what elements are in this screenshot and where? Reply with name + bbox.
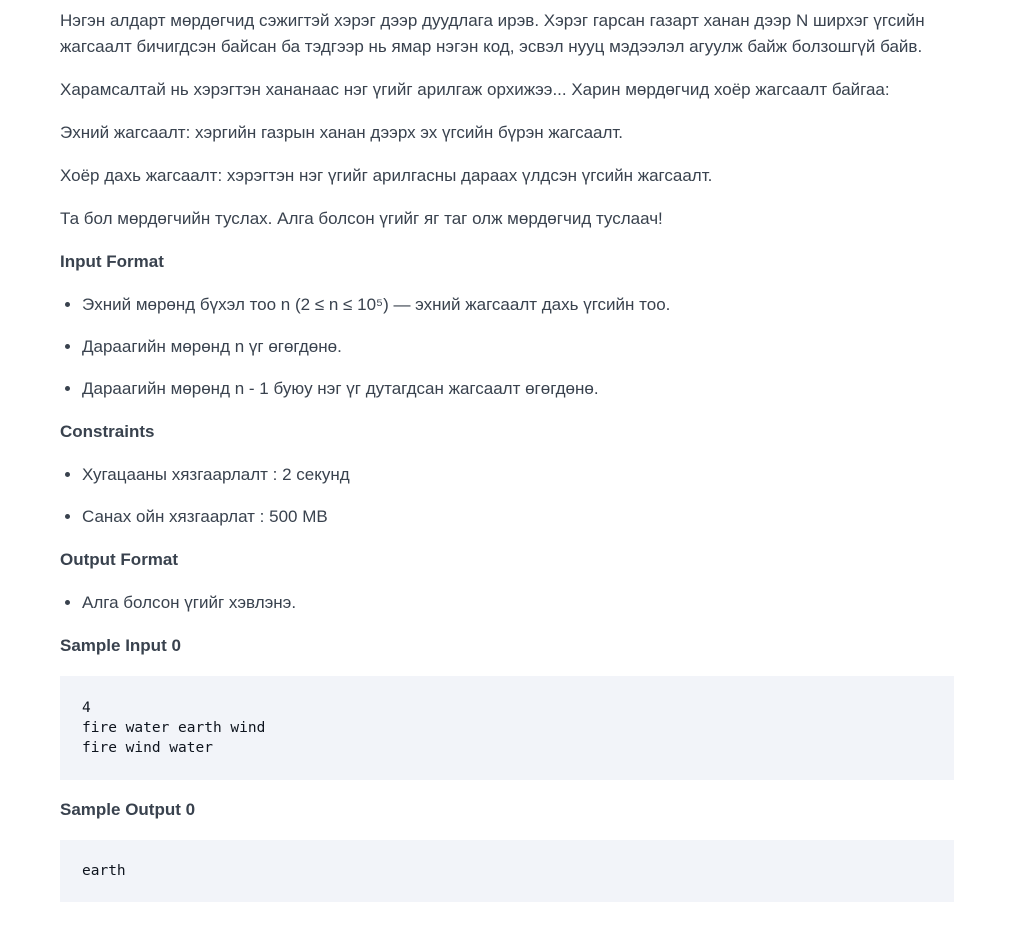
intro-paragraph-5: Та бол мөрдөгчийн туслах. Алга болсон үгийг яг таг олж мөрдөгчид туслаач! xyxy=(60,209,663,228)
intro-paragraph-4: Хоёр дахь жагсаалт: хэрэгтэн нэг үгийг арилгасны дараах үлдсэн үгсийн жагсаалт. xyxy=(60,166,713,185)
input-format-item: • Дараагийн мөрөнд n үг өгөгдөнө. xyxy=(82,334,954,360)
intro-paragraph-1: Нэгэн алдарт мөрдөгчид сэжигтэй хэрэг дээр дуудлага ирэв. Хэрэг гарсан газарт ханан дээр N ширхэг үгсийн жагсаалт бичигдсэн байсан ба тэдгээр нь ямар нэгэн код, эсвэл нууц мэдээлэл агуулж байж болзошгүй байв. xyxy=(60,11,925,56)
output-format-list xyxy=(60,590,954,616)
sample-output-heading: Sample Output 0 xyxy=(60,800,196,819)
intro-paragraph-3: Эхний жагсаалт: хэргийн газрын ханан дээрх эх үгсийн бүрэн жагсаалт. xyxy=(60,123,624,142)
output-format-heading: Output Format xyxy=(60,550,179,569)
problem-statement xyxy=(60,8,954,919)
input-format-list xyxy=(60,292,954,402)
output-format-item: • Алга болсон үгийг хэвлэнэ. xyxy=(82,590,954,616)
intro-paragraph-2: Харамсалтай нь хэрэгтэн хананаас нэг үгийг арилгаж орхижээ... Харин мөрдөгчид хоёр жагсаалт байгаа: xyxy=(60,80,890,99)
constraint-item: • Хугацааны хязгаарлалт : 2 секунд xyxy=(82,462,954,488)
constraint-item: • Санах ойн хязгаарлат : 500 MB xyxy=(82,504,954,530)
input-format-item: • Дараагийн мөрөнд n - 1 буюу нэг үг дутагдсан жагсаалт өгөгдөнө. xyxy=(82,376,954,402)
sample-input-heading: Sample Input 0 xyxy=(60,636,181,655)
constraints-heading: Constraints xyxy=(60,422,155,441)
input-format-heading: Input Format xyxy=(60,252,164,271)
constraints-list xyxy=(60,462,954,530)
sample-input-code-block: 4 fire water earth wind fire wind water xyxy=(60,676,954,780)
input-format-item: • Эхний мөрөнд бүхэл тоо n (2 ≤ n ≤ 10⁵) — эхний жагсаалт дахь үгсийн тоо. xyxy=(82,292,954,318)
sample-output-code-block: earth xyxy=(60,840,954,902)
